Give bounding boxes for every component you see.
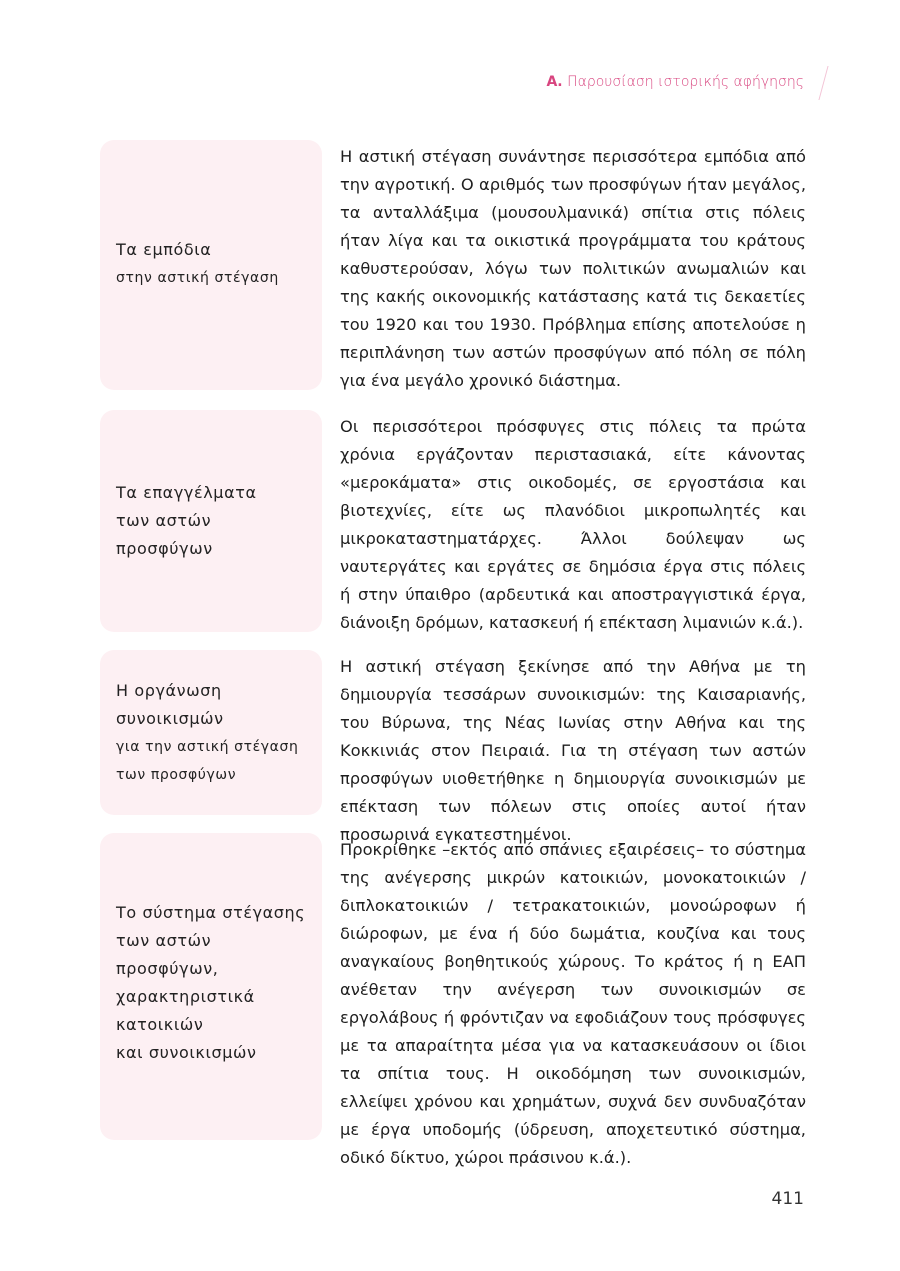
sidebar-label-box bbox=[100, 140, 322, 390]
label-line: Τα επαγγέλματα bbox=[116, 483, 257, 502]
label-line: των αστών bbox=[116, 930, 212, 950]
section-body bbox=[340, 836, 806, 1172]
label-line: συνοικισμών bbox=[116, 708, 224, 728]
sidebar-label-box bbox=[100, 410, 322, 632]
header-chapter-letter: Α. bbox=[546, 74, 563, 90]
label-line: των αστών bbox=[116, 511, 212, 530]
label-line: Τα εμπόδια bbox=[116, 240, 212, 259]
page-number: 411 bbox=[771, 1189, 804, 1209]
label-line: προσφύγων, bbox=[116, 958, 219, 978]
sidebar-label-box bbox=[100, 833, 322, 1140]
label-line: στην αστική στέγαση bbox=[116, 270, 279, 286]
label-line: χαρακτηριστικά bbox=[116, 986, 255, 1006]
label-line: για την αστική στέγαση bbox=[116, 738, 299, 755]
section-body bbox=[340, 143, 806, 395]
label-line: Η οργάνωση bbox=[116, 680, 222, 700]
header-title: Παρουσίαση ιστορικής αφήγησης bbox=[567, 74, 804, 90]
label-line: προσφύγων bbox=[116, 539, 213, 558]
body-paragraph: Οι περισσότεροι πρόσφυγες στις πόλεις τα πρώτα χρόνια εργάζονταν περιστασιακά, είτε κάνοντας «μεροκάματα» στις οικοδομές, σε εργοστάσια και βιοτεχνίες, είτε ως πλανόδιοι μικροπωλητές και μικροκαταστηματάρχες. Άλλοι δούλεψαν ως ναυτεργάτες και εργάτες σε δημόσια έργα στις πόλεις ή στην ύπαιθρο (αρδευτικά και αποστραγγιστικά έργα, διάνοιξη δρόμων, κατασκευή ή επέκταση λιμανιών κ.ά.). bbox=[340, 417, 806, 632]
label-line: κατοικιών bbox=[116, 1014, 204, 1034]
body-paragraph: Η αστική στέγαση συνάντησε περισσότερα εμπόδια από την αγροτική. Ο αριθμός των προσφύγων ήταν μεγάλος, τα ανταλλάξιμα (μουσουλμανικά) σπίτια στις πόλεις ήταν λίγα και τα οικιστικά προγράμματα του κράτους καθυστερούσαν, λόγω των πολιτικών ανωμαλιών και της κακής οικονομικής κατάστασης κατά τις δεκαετίες του 1920 και του 1930. Πρόβλημα επίσης αποτελούσε η περιπλάνηση των αστών προσφύγων από πόλη σε πόλη για ένα μεγάλο χρονικό διάστημα. bbox=[340, 147, 806, 390]
body-paragraph: Προκρίθηκε –εκτός από σπάνιες εξαιρέσεις– το σύστημα της ανέγερσης μικρών κατοικιών, μονοκατοικιών / διπλοκατοικιών / τετρακατοικιών, μονοώροφων ή διώροφων, με ένα ή δύο δωμάτια, κουζίνα και τους αναγκαίους βοηθητικούς χώρους. Το κράτος ή η ΕΑΠ ανέθεταν την ανέγερση των συνοικισμών σε εργολάβους ή φρόντιζαν να εφοδιάζουν τους πρόσφυγες με τα απαραίτητα μέσα για να κατασκευάσουν οι ίδιοι τα σπίτια τους. Η οικοδόμηση των συνοικισμών, ελλείψει χρόνου και χρημάτων, συχνά δεν συνδυαζόταν με έργα υποδομής (ύδρευση, αποχετευτικό σύστημα, οδικό δίκτυο, χώροι πράσινου κ.ά.). bbox=[340, 840, 806, 1167]
label-line: και συνοικισμών bbox=[116, 1042, 257, 1062]
header-decoration bbox=[808, 66, 828, 100]
body-paragraph: Η αστική στέγαση ξεκίνησε από την Αθήνα με τη δημιουργία τεσσάρων συνοικισμών: της Καισαριανής, του Βύρωνα, της Νέας Ιωνίας στην Αθήνα και της Κοκκινιάς στον Πειραιά. Για τη στέγαση των αστών προσφύγων υιοθετήθηκε η δημιουργία συνοικισμών με επέκταση των πόλεων στις οποίες αυτοί ήταν προσωρινά εγκατεστημένοι. bbox=[340, 657, 806, 844]
label-line: Το σύστημα στέγασης bbox=[116, 902, 306, 922]
running-header bbox=[546, 74, 804, 90]
sidebar-label-box bbox=[100, 650, 322, 815]
label-line: των προσφύγων bbox=[116, 766, 237, 783]
section-body bbox=[340, 413, 806, 637]
section-body bbox=[340, 653, 806, 849]
